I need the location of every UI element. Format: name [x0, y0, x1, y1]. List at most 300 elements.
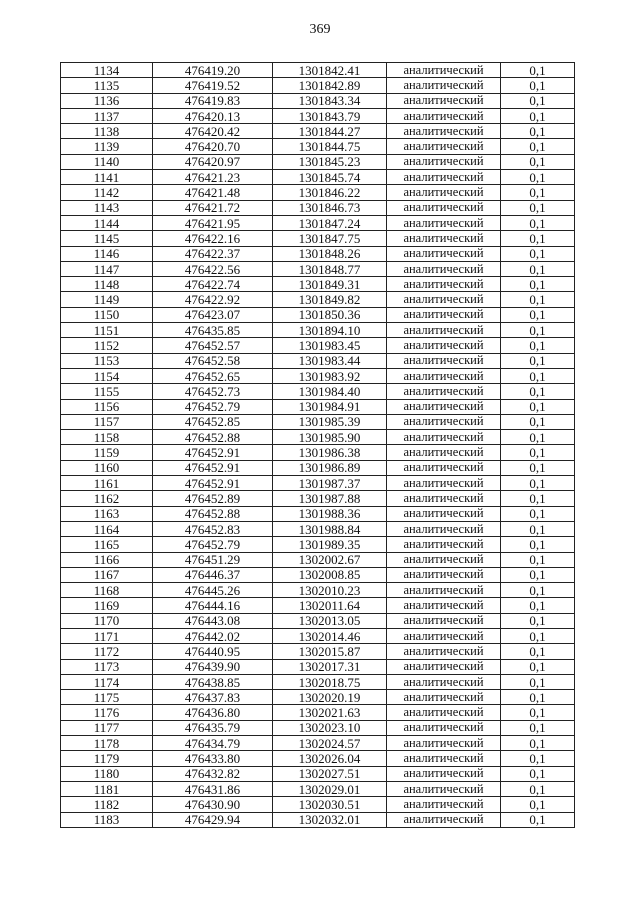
- table-row: [61, 154, 575, 169]
- error-cell: 0,1: [501, 781, 575, 796]
- error-cell: 0,1: [501, 231, 575, 246]
- method-cell: аналитический: [387, 93, 501, 108]
- coord-x-cell: 476435.79: [153, 720, 273, 735]
- point-number-cell: 1159: [61, 445, 153, 460]
- table-row: [61, 690, 575, 705]
- point-number-cell: 1165: [61, 537, 153, 552]
- coord-y-cell: 1301986.38: [273, 445, 387, 460]
- coord-y-cell: 1301985.90: [273, 430, 387, 445]
- coord-y-cell: 1302030.51: [273, 797, 387, 812]
- method-cell: аналитический: [387, 231, 501, 246]
- error-cell: 0,1: [501, 246, 575, 261]
- coord-y-cell: 1301986.89: [273, 460, 387, 475]
- method-cell: аналитический: [387, 705, 501, 720]
- coord-x-cell: 476422.37: [153, 246, 273, 261]
- coord-y-cell: 1301984.91: [273, 399, 387, 414]
- coord-x-cell: 476421.72: [153, 200, 273, 215]
- error-cell: 0,1: [501, 476, 575, 491]
- table-row: [61, 628, 575, 643]
- error-cell: 0,1: [501, 659, 575, 674]
- method-cell: аналитический: [387, 751, 501, 766]
- coord-y-cell: 1301983.45: [273, 338, 387, 353]
- point-number-cell: 1153: [61, 353, 153, 368]
- coord-y-cell: 1302026.04: [273, 751, 387, 766]
- coord-y-cell: 1302015.87: [273, 644, 387, 659]
- coord-y-cell: 1301842.89: [273, 78, 387, 93]
- coord-x-cell: 476452.65: [153, 368, 273, 383]
- error-cell: 0,1: [501, 797, 575, 812]
- table-row: [61, 491, 575, 506]
- error-cell: 0,1: [501, 766, 575, 781]
- method-cell: аналитический: [387, 644, 501, 659]
- point-number-cell: 1154: [61, 368, 153, 383]
- coord-x-cell: 476452.91: [153, 445, 273, 460]
- coord-x-cell: 476452.79: [153, 537, 273, 552]
- coord-x-cell: 476452.89: [153, 491, 273, 506]
- coord-y-cell: 1302011.64: [273, 598, 387, 613]
- error-cell: 0,1: [501, 812, 575, 827]
- error-cell: 0,1: [501, 124, 575, 139]
- error-cell: 0,1: [501, 200, 575, 215]
- table-row: [61, 124, 575, 139]
- error-cell: 0,1: [501, 215, 575, 230]
- coord-x-cell: 476452.91: [153, 476, 273, 491]
- table-row: [61, 292, 575, 307]
- table-row: [61, 506, 575, 521]
- coord-y-cell: 1301988.36: [273, 506, 387, 521]
- method-cell: аналитический: [387, 476, 501, 491]
- method-cell: аналитический: [387, 139, 501, 154]
- error-cell: 0,1: [501, 261, 575, 276]
- table-row: [61, 567, 575, 582]
- point-number-cell: 1164: [61, 521, 153, 536]
- coord-x-cell: 476440.95: [153, 644, 273, 659]
- coord-y-cell: 1302024.57: [273, 736, 387, 751]
- coord-y-cell: 1302027.51: [273, 766, 387, 781]
- coord-x-cell: 476431.86: [153, 781, 273, 796]
- table-row: [61, 368, 575, 383]
- coord-x-cell: 476432.82: [153, 766, 273, 781]
- coord-x-cell: 476452.79: [153, 399, 273, 414]
- coord-y-cell: 1301983.44: [273, 353, 387, 368]
- coord-x-cell: 476452.58: [153, 353, 273, 368]
- table-row: [61, 170, 575, 185]
- point-number-cell: 1140: [61, 154, 153, 169]
- error-cell: 0,1: [501, 506, 575, 521]
- coord-y-cell: 1301849.31: [273, 277, 387, 292]
- coord-x-cell: 476421.95: [153, 215, 273, 230]
- method-cell: аналитический: [387, 460, 501, 475]
- coord-x-cell: 476438.85: [153, 674, 273, 689]
- coord-y-cell: 1302002.67: [273, 552, 387, 567]
- point-number-cell: 1139: [61, 139, 153, 154]
- table-row: [61, 705, 575, 720]
- point-number-cell: 1135: [61, 78, 153, 93]
- error-cell: 0,1: [501, 108, 575, 123]
- method-cell: аналитический: [387, 537, 501, 552]
- coord-x-cell: 476422.16: [153, 231, 273, 246]
- method-cell: аналитический: [387, 368, 501, 383]
- method-cell: аналитический: [387, 277, 501, 292]
- table-row: [61, 246, 575, 261]
- coord-y-cell: 1301988.84: [273, 521, 387, 536]
- error-cell: 0,1: [501, 598, 575, 613]
- error-cell: 0,1: [501, 323, 575, 338]
- method-cell: аналитический: [387, 674, 501, 689]
- table-row: [61, 261, 575, 276]
- error-cell: 0,1: [501, 307, 575, 322]
- error-cell: 0,1: [501, 460, 575, 475]
- coord-x-cell: 476433.80: [153, 751, 273, 766]
- coord-y-cell: 1302029.01: [273, 781, 387, 796]
- point-number-cell: 1137: [61, 108, 153, 123]
- point-number-cell: 1150: [61, 307, 153, 322]
- error-cell: 0,1: [501, 628, 575, 643]
- table-row: [61, 414, 575, 429]
- method-cell: аналитический: [387, 323, 501, 338]
- point-number-cell: 1136: [61, 93, 153, 108]
- coordinates-table-body: [61, 63, 575, 828]
- method-cell: аналитический: [387, 170, 501, 185]
- error-cell: 0,1: [501, 491, 575, 506]
- method-cell: аналитический: [387, 307, 501, 322]
- coord-y-cell: 1301987.37: [273, 476, 387, 491]
- error-cell: 0,1: [501, 63, 575, 78]
- table-row: [61, 766, 575, 781]
- point-number-cell: 1152: [61, 338, 153, 353]
- coord-y-cell: 1302021.63: [273, 705, 387, 720]
- method-cell: аналитический: [387, 154, 501, 169]
- error-cell: 0,1: [501, 414, 575, 429]
- method-cell: аналитический: [387, 215, 501, 230]
- coord-y-cell: 1301845.74: [273, 170, 387, 185]
- coord-y-cell: 1302008.85: [273, 567, 387, 582]
- method-cell: аналитический: [387, 690, 501, 705]
- point-number-cell: 1134: [61, 63, 153, 78]
- point-number-cell: 1166: [61, 552, 153, 567]
- point-number-cell: 1176: [61, 705, 153, 720]
- coord-y-cell: 1301842.41: [273, 63, 387, 78]
- table-row: [61, 384, 575, 399]
- coord-x-cell: 476444.16: [153, 598, 273, 613]
- coord-y-cell: 1301846.22: [273, 185, 387, 200]
- coord-y-cell: 1301989.35: [273, 537, 387, 552]
- method-cell: аналитический: [387, 613, 501, 628]
- coord-x-cell: 476439.90: [153, 659, 273, 674]
- point-number-cell: 1170: [61, 613, 153, 628]
- method-cell: аналитический: [387, 583, 501, 598]
- table-row: [61, 583, 575, 598]
- table-row: [61, 307, 575, 322]
- point-number-cell: 1179: [61, 751, 153, 766]
- coord-x-cell: 476452.88: [153, 430, 273, 445]
- point-number-cell: 1161: [61, 476, 153, 491]
- method-cell: аналитический: [387, 491, 501, 506]
- method-cell: аналитический: [387, 261, 501, 276]
- table-row: [61, 108, 575, 123]
- point-number-cell: 1174: [61, 674, 153, 689]
- point-number-cell: 1171: [61, 628, 153, 643]
- error-cell: 0,1: [501, 705, 575, 720]
- method-cell: аналитический: [387, 552, 501, 567]
- table-row: [61, 277, 575, 292]
- method-cell: аналитический: [387, 506, 501, 521]
- error-cell: 0,1: [501, 353, 575, 368]
- error-cell: 0,1: [501, 170, 575, 185]
- table-row: [61, 93, 575, 108]
- error-cell: 0,1: [501, 674, 575, 689]
- coord-x-cell: 476421.23: [153, 170, 273, 185]
- coord-y-cell: 1301985.39: [273, 414, 387, 429]
- point-number-cell: 1182: [61, 797, 153, 812]
- error-cell: 0,1: [501, 644, 575, 659]
- coord-y-cell: 1301987.88: [273, 491, 387, 506]
- coord-y-cell: 1301850.36: [273, 307, 387, 322]
- point-number-cell: 1168: [61, 583, 153, 598]
- point-number-cell: 1173: [61, 659, 153, 674]
- point-number-cell: 1178: [61, 736, 153, 751]
- coord-x-cell: 476421.48: [153, 185, 273, 200]
- coord-x-cell: 476420.97: [153, 154, 273, 169]
- coord-y-cell: 1302020.19: [273, 690, 387, 705]
- table-row: [61, 185, 575, 200]
- method-cell: аналитический: [387, 720, 501, 735]
- point-number-cell: 1147: [61, 261, 153, 276]
- point-number-cell: 1156: [61, 399, 153, 414]
- point-number-cell: 1158: [61, 430, 153, 445]
- method-cell: аналитический: [387, 399, 501, 414]
- coord-x-cell: 476419.20: [153, 63, 273, 78]
- coord-y-cell: 1302013.05: [273, 613, 387, 628]
- method-cell: аналитический: [387, 124, 501, 139]
- coord-x-cell: 476436.80: [153, 705, 273, 720]
- error-cell: 0,1: [501, 720, 575, 735]
- coord-x-cell: 476434.79: [153, 736, 273, 751]
- method-cell: аналитический: [387, 659, 501, 674]
- table-row: [61, 200, 575, 215]
- coord-y-cell: 1302017.31: [273, 659, 387, 674]
- coord-x-cell: 476442.02: [153, 628, 273, 643]
- point-number-cell: 1149: [61, 292, 153, 307]
- error-cell: 0,1: [501, 537, 575, 552]
- coord-y-cell: 1301847.24: [273, 215, 387, 230]
- coord-x-cell: 476422.92: [153, 292, 273, 307]
- coord-y-cell: 1301894.10: [273, 323, 387, 338]
- table-row: [61, 812, 575, 827]
- error-cell: 0,1: [501, 277, 575, 292]
- point-number-cell: 1157: [61, 414, 153, 429]
- table-row: [61, 476, 575, 491]
- coord-x-cell: 476422.74: [153, 277, 273, 292]
- table-row: [61, 797, 575, 812]
- coord-x-cell: 476452.88: [153, 506, 273, 521]
- coord-x-cell: 476445.26: [153, 583, 273, 598]
- point-number-cell: 1180: [61, 766, 153, 781]
- coord-x-cell: 476420.13: [153, 108, 273, 123]
- table-row: [61, 323, 575, 338]
- table-row: [61, 781, 575, 796]
- table-row: [61, 751, 575, 766]
- table-row: [61, 353, 575, 368]
- coord-y-cell: 1302018.75: [273, 674, 387, 689]
- coord-x-cell: 476437.83: [153, 690, 273, 705]
- point-number-cell: 1162: [61, 491, 153, 506]
- coord-y-cell: 1301849.82: [273, 292, 387, 307]
- coord-x-cell: 476419.83: [153, 93, 273, 108]
- coord-y-cell: 1301848.77: [273, 261, 387, 276]
- coord-y-cell: 1302010.23: [273, 583, 387, 598]
- table-row: [61, 552, 575, 567]
- coordinates-table: [60, 62, 575, 828]
- coord-x-cell: 476430.90: [153, 797, 273, 812]
- table-row: [61, 231, 575, 246]
- table-row: [61, 674, 575, 689]
- coord-y-cell: 1301848.26: [273, 246, 387, 261]
- method-cell: аналитический: [387, 736, 501, 751]
- method-cell: аналитический: [387, 108, 501, 123]
- table-row: [61, 338, 575, 353]
- coord-y-cell: 1301843.34: [273, 93, 387, 108]
- error-cell: 0,1: [501, 292, 575, 307]
- point-number-cell: 1160: [61, 460, 153, 475]
- coord-y-cell: 1301844.75: [273, 139, 387, 154]
- point-number-cell: 1141: [61, 170, 153, 185]
- error-cell: 0,1: [501, 93, 575, 108]
- method-cell: аналитический: [387, 353, 501, 368]
- coord-y-cell: 1301983.92: [273, 368, 387, 383]
- coord-x-cell: 476443.08: [153, 613, 273, 628]
- method-cell: аналитический: [387, 567, 501, 582]
- coord-x-cell: 476451.29: [153, 552, 273, 567]
- method-cell: аналитический: [387, 521, 501, 536]
- table-row: [61, 644, 575, 659]
- point-number-cell: 1163: [61, 506, 153, 521]
- error-cell: 0,1: [501, 736, 575, 751]
- error-cell: 0,1: [501, 185, 575, 200]
- error-cell: 0,1: [501, 430, 575, 445]
- coord-y-cell: 1301843.79: [273, 108, 387, 123]
- coord-y-cell: 1301846.73: [273, 200, 387, 215]
- coord-x-cell: 476452.73: [153, 384, 273, 399]
- error-cell: 0,1: [501, 567, 575, 582]
- table-row: [61, 736, 575, 751]
- coord-y-cell: 1301844.27: [273, 124, 387, 139]
- error-cell: 0,1: [501, 139, 575, 154]
- coord-x-cell: 476446.37: [153, 567, 273, 582]
- method-cell: аналитический: [387, 598, 501, 613]
- table-row: [61, 537, 575, 552]
- page-number: 369: [309, 22, 331, 37]
- table-row: [61, 613, 575, 628]
- point-number-cell: 1181: [61, 781, 153, 796]
- coord-x-cell: 476420.42: [153, 124, 273, 139]
- point-number-cell: 1148: [61, 277, 153, 292]
- table-row: [61, 139, 575, 154]
- point-number-cell: 1142: [61, 185, 153, 200]
- coord-y-cell: 1302032.01: [273, 812, 387, 827]
- table-row: [61, 445, 575, 460]
- error-cell: 0,1: [501, 384, 575, 399]
- table-row: [61, 430, 575, 445]
- method-cell: аналитический: [387, 812, 501, 827]
- table-row: [61, 63, 575, 78]
- error-cell: 0,1: [501, 338, 575, 353]
- error-cell: 0,1: [501, 154, 575, 169]
- method-cell: аналитический: [387, 246, 501, 261]
- coord-x-cell: 476452.83: [153, 521, 273, 536]
- table-row: [61, 215, 575, 230]
- table-row: [61, 659, 575, 674]
- coord-x-cell: 476419.52: [153, 78, 273, 93]
- method-cell: аналитический: [387, 338, 501, 353]
- coord-x-cell: 476420.70: [153, 139, 273, 154]
- error-cell: 0,1: [501, 399, 575, 414]
- point-number-cell: 1146: [61, 246, 153, 261]
- point-number-cell: 1138: [61, 124, 153, 139]
- table-row: [61, 521, 575, 536]
- coord-y-cell: 1301984.40: [273, 384, 387, 399]
- error-cell: 0,1: [501, 552, 575, 567]
- error-cell: 0,1: [501, 613, 575, 628]
- coord-y-cell: 1302023.10: [273, 720, 387, 735]
- point-number-cell: 1169: [61, 598, 153, 613]
- coord-x-cell: 476452.57: [153, 338, 273, 353]
- method-cell: аналитический: [387, 430, 501, 445]
- error-cell: 0,1: [501, 690, 575, 705]
- point-number-cell: 1167: [61, 567, 153, 582]
- method-cell: аналитический: [387, 445, 501, 460]
- method-cell: аналитический: [387, 292, 501, 307]
- method-cell: аналитический: [387, 414, 501, 429]
- method-cell: аналитический: [387, 781, 501, 796]
- coord-x-cell: 476429.94: [153, 812, 273, 827]
- method-cell: аналитический: [387, 384, 501, 399]
- point-number-cell: 1155: [61, 384, 153, 399]
- table-row: [61, 399, 575, 414]
- error-cell: 0,1: [501, 583, 575, 598]
- table-row: [61, 720, 575, 735]
- error-cell: 0,1: [501, 521, 575, 536]
- coord-y-cell: 1301845.23: [273, 154, 387, 169]
- point-number-cell: 1143: [61, 200, 153, 215]
- error-cell: 0,1: [501, 368, 575, 383]
- error-cell: 0,1: [501, 445, 575, 460]
- coord-y-cell: 1301847.75: [273, 231, 387, 246]
- point-number-cell: 1151: [61, 323, 153, 338]
- point-number-cell: 1175: [61, 690, 153, 705]
- table-row: [61, 598, 575, 613]
- coord-x-cell: 476452.85: [153, 414, 273, 429]
- method-cell: аналитический: [387, 628, 501, 643]
- point-number-cell: 1172: [61, 644, 153, 659]
- method-cell: аналитический: [387, 63, 501, 78]
- point-number-cell: 1144: [61, 215, 153, 230]
- coord-x-cell: 476423.07: [153, 307, 273, 322]
- method-cell: аналитический: [387, 200, 501, 215]
- coord-y-cell: 1302014.46: [273, 628, 387, 643]
- method-cell: аналитический: [387, 78, 501, 93]
- method-cell: аналитический: [387, 185, 501, 200]
- table-row: [61, 460, 575, 475]
- method-cell: аналитический: [387, 797, 501, 812]
- coord-x-cell: 476422.56: [153, 261, 273, 276]
- coord-x-cell: 476452.91: [153, 460, 273, 475]
- point-number-cell: 1183: [61, 812, 153, 827]
- error-cell: 0,1: [501, 78, 575, 93]
- table-row: [61, 78, 575, 93]
- error-cell: 0,1: [501, 751, 575, 766]
- point-number-cell: 1177: [61, 720, 153, 735]
